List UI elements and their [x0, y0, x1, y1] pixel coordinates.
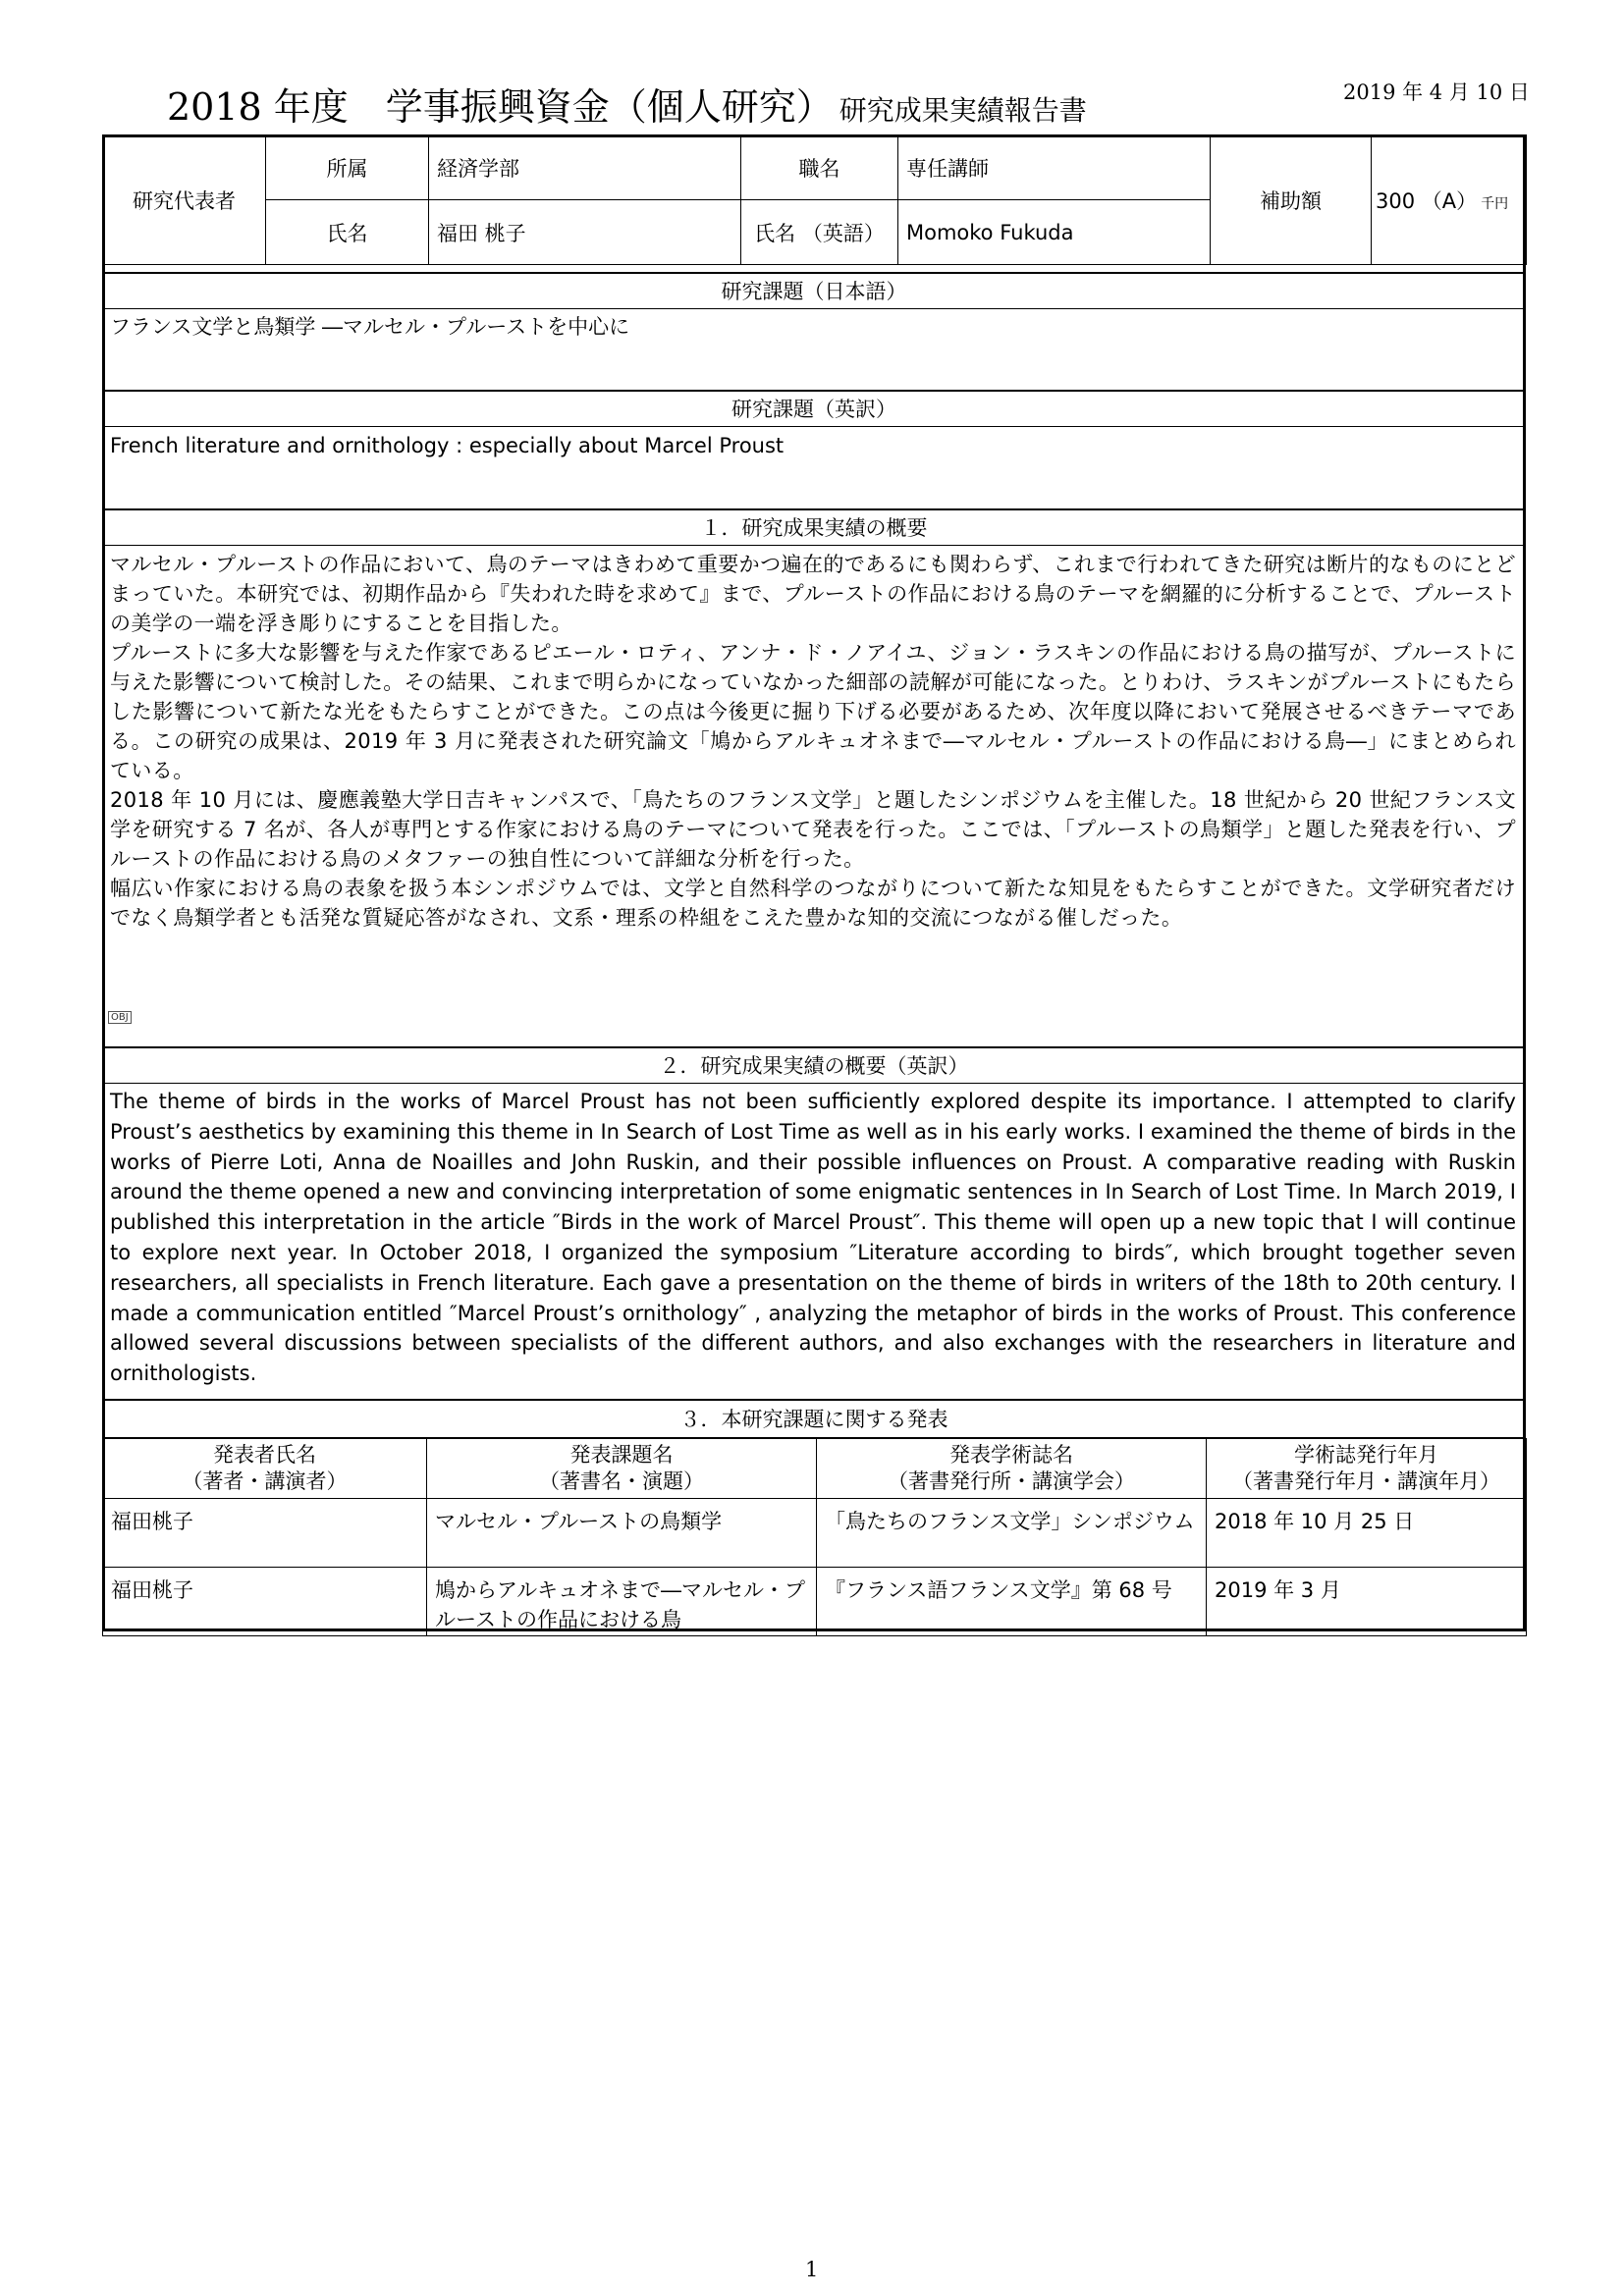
table-row: [103, 1499, 1527, 1568]
name-en-label: 氏名 （英語）: [741, 200, 898, 265]
name-en-value: Momoko Fukuda: [898, 200, 1211, 265]
presentations-heading: ３．本研究課題に関する発表: [102, 1399, 1526, 1438]
title-sub: 研究成果実績報告書: [839, 94, 1087, 127]
summary-jp-paragraph: マルセル・プルーストの作品において、鳥のテーマはきわめて重要かつ遍在的であるにも関わらず、これまで行われてきた研究は断片的なものにとどまっていた。本研究では、初期作品から『失われた時を求めて』まで、プルーストの作品における鳥のテーマを網羅的に分析することで、プルーストの美学の一端を浮き彫りにすることを目指した。: [110, 553, 1516, 635]
representative-label: 研究代表者: [103, 135, 266, 265]
date-cell: 2018 年 10 月 25 日: [1207, 1499, 1527, 1568]
grant-unit: 千円: [1481, 195, 1509, 212]
title-cell: マルセル・プルーストの鳥類学: [427, 1499, 817, 1568]
grant-label: 補助額: [1211, 135, 1372, 265]
embedded-object-marker: OBJ: [108, 1011, 132, 1024]
column-header: 発表者氏名 （著者・講演者）: [103, 1439, 427, 1499]
column-header: 発表学術誌名 （著書発行所・講演学会）: [817, 1439, 1207, 1499]
topic-en-text: French literature and ornithology : especially about Marcel Proust: [110, 434, 785, 457]
topic-jp-heading: 研究課題（日本語）: [102, 272, 1526, 309]
date-cell: 2019 年 3 月: [1207, 1568, 1527, 1636]
position-value: 専任講師: [898, 135, 1211, 200]
name-value: 福田 桃子: [429, 200, 741, 265]
document-title: [167, 77, 1087, 131]
grant-cell: [1372, 135, 1527, 265]
affiliation-label: 所属: [266, 135, 429, 200]
summary-jp-body: [110, 550, 1516, 933]
page-number: 1: [805, 2258, 819, 2281]
table-row: [103, 1568, 1527, 1636]
column-header: 学術誌発行年月 （著書発行年月・講演年月）: [1207, 1439, 1527, 1499]
affiliation-value: 経済学部: [429, 135, 741, 200]
presenter-cell: 福田桃子: [103, 1568, 427, 1636]
summary-jp-heading: １．研究成果実績の概要: [102, 508, 1526, 546]
position-label: 職名: [741, 135, 898, 200]
presentations-table: [102, 1438, 1527, 1636]
name-label: 氏名: [266, 200, 429, 265]
report-date: 2019 年 4 月 10 日: [1343, 80, 1530, 104]
topic-jp-text: フランス文学と鳥類学 ―マルセル・プルーストを中心に: [110, 315, 630, 339]
column-header: 発表課題名 （著書名・演題）: [427, 1439, 817, 1499]
grant-value: 300 （A）: [1376, 188, 1478, 213]
summary-en-text: The theme of birds in the works of Marcel Proust has not been sufficiently explored despite its importance. I attempted to clarify Proust’s aesthetics by examining this theme in In Search of Lost Time as well as in his early works. I examined the theme of birds in the works of Pierre Loti, Anna de Noailles and John Ruskin, and their possible influences on Proust. A comparative reading with Ruskin around the theme opened a new and convincing interpretation of some enigmatic sentences in In Search of Lost Time. In March 2019, I published this interpretation in the article ″Birds in the work of Marcel Proust″. This theme will open up a new topic that I will continue to explore next year. In October 2018, I organized the symposium ″Literature according to birds″, which brought together seven researchers, all specialists in French literature. Each gave a presentation on the theme of birds in writers of the 18th to 20th century. I made a communication entitled ″Marcel Proust’s ornithology″ , analyzing the metaphor of birds in the works of Proust. This conference allowed several discussions between specialists of the different authors, and also exchanges with the researchers in literature and ornithologists.: [110, 1090, 1516, 1386]
topic-en-heading: 研究課題（英訳）: [102, 390, 1526, 427]
presenter-cell: 福田桃子: [103, 1499, 427, 1568]
title-cell: 鳩からアルキュオネまで―マルセル・プルーストの作品における鳥: [427, 1568, 817, 1636]
researcher-info-table: [102, 134, 1527, 265]
venue-cell: 『フランス語フランス文学』第 68 号: [817, 1568, 1207, 1636]
venue-cell: 「鳥たちのフランス文学」シンポジウム: [817, 1499, 1207, 1568]
summary-jp-paragraph: 2018 年 10 月には、慶應義塾大学日吉キャンパスで、「鳥たちのフランス文学」と題したシンポジウムを主催した。18 世紀から 20 世紀フランス文学を研究する 7 名が、各人が専門とする作家における鳥のテーマについて発表を行った。ここでは、「プルーストの鳥類学」と題した発表を行い、プルーストの作品における鳥のメタファーの独自性について詳細な分析を行った。: [110, 788, 1516, 871]
summary-en-heading: ２．研究成果実績の概要（英訳）: [102, 1046, 1526, 1084]
title-main: 2018 年度 学事振興資金（個人研究）: [167, 85, 834, 129]
summary-jp-paragraph: 幅広い作家における鳥の表象を扱う本シンポジウムでは、文学と自然科学のつながりについて新たな知見をもたらすことができた。文学研究者だけでなく鳥類学者とも活発な質疑応答がなされ、文系・理系の枠組をこえた豊かな知的交流につながる催しだった。: [110, 877, 1516, 930]
summary-jp-paragraph: プルーストに多大な影響を与えた作家であるピエール・ロティ、アンナ・ド・ノアイユ、ジョン・ラスキンの作品における鳥の描写が、プルーストに与えた影響について検討した。その結果、これまで明らかになっていなかった細部の読解が可能になった。とりわけ、ラスキンがプルーストにもたらした影響について新たな光をもたらすことができた。この点は今後更に掘り下げる必要があるため、次年度以降において発展させるべきテーマである。この研究の成果は、2019 年 3 月に発表された研究論文「鳩からアルキュオネまで―マルセル・プルーストの作品における鳥―」にまとめられている。: [110, 641, 1516, 782]
